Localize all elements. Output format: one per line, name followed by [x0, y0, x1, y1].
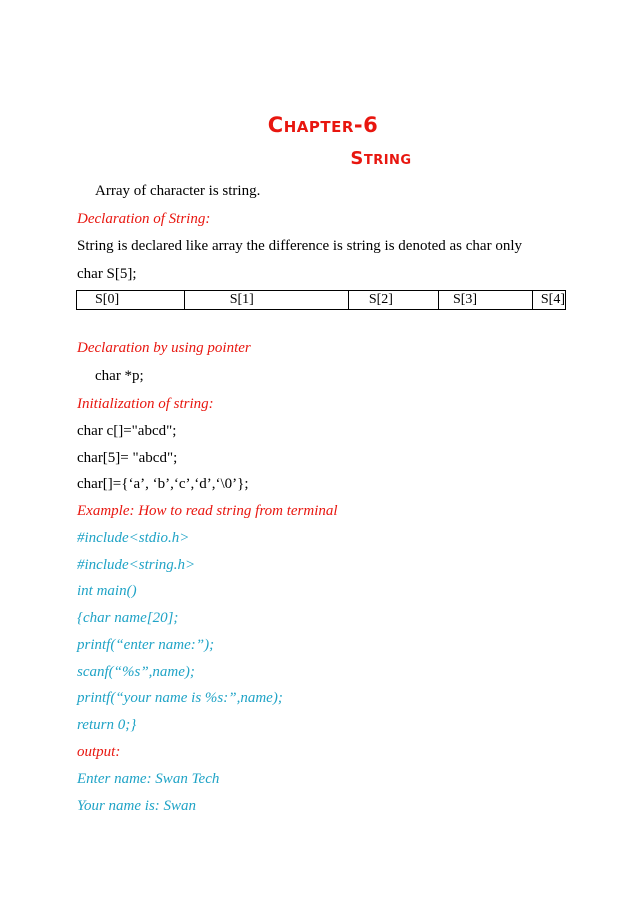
array-cell: S[3]	[438, 291, 532, 310]
code-line: {char name[20];	[77, 610, 179, 626]
init-heading: Initialization of string:	[77, 396, 214, 412]
init-line: char[]={‘a’, ‘b’,‘c’,‘d’,‘\0’};	[77, 476, 249, 492]
array-cell: S[0]	[77, 291, 185, 310]
init-line: char c[]="abcd";	[77, 423, 177, 439]
code-line: #include<string.h>	[77, 557, 196, 573]
declaration-example: char S[5];	[77, 266, 137, 282]
array-cell: S[4]	[532, 291, 565, 310]
chapter-title: Chapter-6	[267, 113, 379, 137]
array-cell: S[1]	[184, 291, 348, 310]
output-heading: output:	[77, 744, 121, 760]
pointer-heading: Declaration by using pointer	[77, 340, 251, 356]
code-line: printf(“your name is %s:”,name);	[77, 690, 283, 706]
declaration-text: String is declared like array the difference is string is denoted as char only	[77, 238, 522, 254]
example-heading: Example: How to read string from terminal	[77, 503, 338, 519]
pointer-example: char *p;	[95, 368, 144, 384]
code-line: int main()	[77, 583, 137, 599]
output-line: Your name is: Swan	[77, 798, 197, 814]
code-line: printf(“enter name:”);	[77, 637, 215, 653]
code-line: return 0;}	[77, 717, 137, 733]
declaration-heading: Declaration of String:	[77, 211, 211, 227]
string-array-table	[76, 290, 566, 310]
table-row	[77, 291, 566, 310]
code-line: scanf(“%s”,name);	[77, 664, 195, 680]
output-line: Enter name: Swan Tech	[77, 771, 220, 787]
code-line: #include<stdio.h>	[77, 530, 190, 546]
intro-text: Array of character is string.	[95, 183, 261, 199]
array-cell: S[2]	[348, 291, 438, 310]
init-line: char[5]= "abcd";	[77, 450, 178, 466]
topic-title: String	[350, 148, 412, 169]
